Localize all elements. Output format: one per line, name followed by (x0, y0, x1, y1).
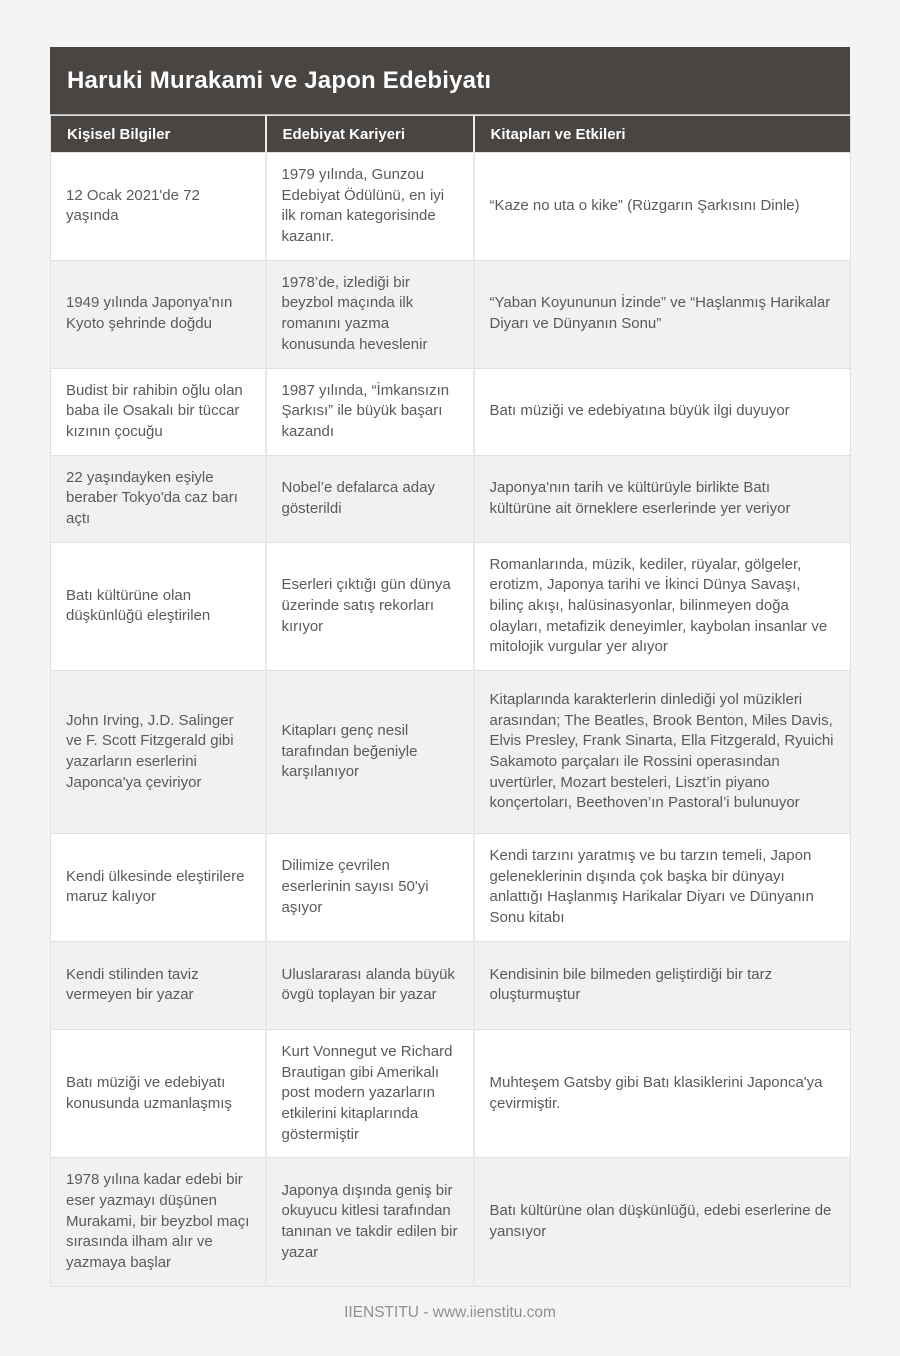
cell-personal: 22 yaşındayken eşiyle beraber Tokyo'da caz barı açtı (51, 455, 266, 542)
cell-books: “Yaban Koyununun İzinde” ve “Haşlanmış Harikalar Diyarı ve Dünyanın Sonu” (474, 260, 851, 368)
cell-books: Kendi tarzını yaratmış ve bu tarzın temeli, Japon geleneklerinin dışında çok başka bir dünyayı anlattığı Haşlanmış Harikalar Diyarı ve Dünyanın Sonu kitabı (474, 834, 851, 942)
table-header-row (51, 116, 851, 153)
cell-personal: 1949 yılında Japonya'nın Kyoto şehrinde doğdu (51, 260, 266, 368)
cell-personal: Budist bir rahibin oğlu olan baba ile Osakalı bir tüccar kızının çocuğu (51, 368, 266, 455)
cell-books: Kendisinin bile bilmeden geliştirdiği bir tarz oluşturmuştur (474, 941, 851, 1029)
cell-personal: Batı kültürüne olan düşkünlüğü eleştirilen (51, 542, 266, 670)
cell-books: Romanlarında, müzik, kediler, rüyalar, gölgeler, erotizm, Japonya tarihi ve İkinci Dünya Savaşı, bilinç akışı, halüsinasyonlar, bilinmeyen doğa olayları, metafizik deneyimler, kaybolan insanlar ve mitolojik vurgular yer alıyor (474, 542, 851, 670)
cell-books: Batı kültürüne olan düşkünlüğü, edebi eserlerine de yansıyor (474, 1158, 851, 1286)
column-header-personal-info: Kişisel Bilgiler (51, 116, 266, 153)
cell-personal: Kendi ülkesinde eleştirilere maruz kalıyor (51, 834, 266, 942)
table-row (51, 153, 851, 261)
cell-personal: 1978 yılına kadar edebi bir eser yazmayı düşünen Murakami, bir beyzbol maçı sırasında ilham alır ve yazmaya başlar (51, 1158, 266, 1286)
table-row (51, 671, 851, 834)
table-body (51, 153, 851, 1287)
table-row (51, 941, 851, 1029)
table-header (51, 116, 851, 153)
table-row (51, 260, 851, 368)
cell-career: Kitapları genç nesil tarafından beğeniyle karşılanıyor (266, 671, 474, 834)
document-container (50, 47, 850, 1322)
table-row (51, 1158, 851, 1286)
cell-career: 1987 yılında, “İmkansızın Şarkısı” ile büyük başarı kazandı (266, 368, 474, 455)
cell-personal: Batı müziği ve edebiyatı konusunda uzmanlaşmış (51, 1029, 266, 1157)
info-table (50, 115, 851, 1287)
table-row (51, 1029, 851, 1157)
cell-books: Kitaplarında karakterlerin dinlediği yol müzikleri arasından; The Beatles, Brook Benton, Miles Davis, Elvis Presley, Frank Sinarta, Ella Fitzgerald, Ryuichi Sakamoto parçaları ile Rossini operasından uvertürler, Mozart besteleri, Liszt’in piyano konçertoları, Beethoven’ın Pastoral’i bulunuyor (474, 671, 851, 834)
cell-career: 1979 yılında, Gunzou Edebiyat Ödülünü, en iyi ilk roman kategorisinde kazanır. (266, 153, 474, 261)
table-row (51, 834, 851, 942)
table-row (51, 368, 851, 455)
cell-personal: 12 Ocak 2021'de 72 yaşında (51, 153, 266, 261)
cell-books: Japonya'nın tarih ve kültürüyle birlikte Batı kültürüne ait örneklere eserlerinde yer veriyor (474, 455, 851, 542)
table-row (51, 542, 851, 670)
column-header-literary-career: Edebiyat Kariyeri (266, 116, 474, 153)
cell-career: Eserleri çıktığı gün dünya üzerinde satış rekorları kırıyor (266, 542, 474, 670)
cell-career: Japonya dışında geniş bir okuyucu kitlesi tarafından tanınan ve takdir edilen bir yazar (266, 1158, 474, 1286)
cell-career: Dilimize çevrilen eserlerinin sayısı 50'yi aşıyor (266, 834, 474, 942)
cell-personal: John Irving, J.D. Salinger ve F. Scott Fitzgerald gibi yazarların eserlerini Japonca'ya çeviriyor (51, 671, 266, 834)
page-title: Haruki Murakami ve Japon Edebiyatı (50, 47, 850, 115)
table-row (51, 455, 851, 542)
cell-career: Kurt Vonnegut ve Richard Brautigan gibi Amerikalı post modern yazarların etkilerini kitaplarında göstermiştir (266, 1029, 474, 1157)
column-header-books-influences: Kitapları ve Etkileri (474, 116, 851, 153)
cell-career: 1978’de, izlediği bir beyzbol maçında ilk romanını yazma konusunda heveslenir (266, 260, 474, 368)
footer-credit: IIENSTITU - www.iienstitu.com (344, 1303, 556, 1321)
cell-personal: Kendi stilinden taviz vermeyen bir yazar (51, 941, 266, 1029)
cell-books: Muhteşem Gatsby gibi Batı klasiklerini Japonca'ya çevirmiştir. (474, 1029, 851, 1157)
cell-books: Batı müziği ve edebiyatına büyük ilgi duyuyor (474, 368, 851, 455)
cell-career: Uluslararası alanda büyük övgü toplayan bir yazar (266, 941, 474, 1029)
cell-career: Nobel’e defalarca aday gösterildi (266, 455, 474, 542)
cell-books: “Kaze no uta o kike” (Rüzgarın Şarkısını Dinle) (474, 153, 851, 261)
